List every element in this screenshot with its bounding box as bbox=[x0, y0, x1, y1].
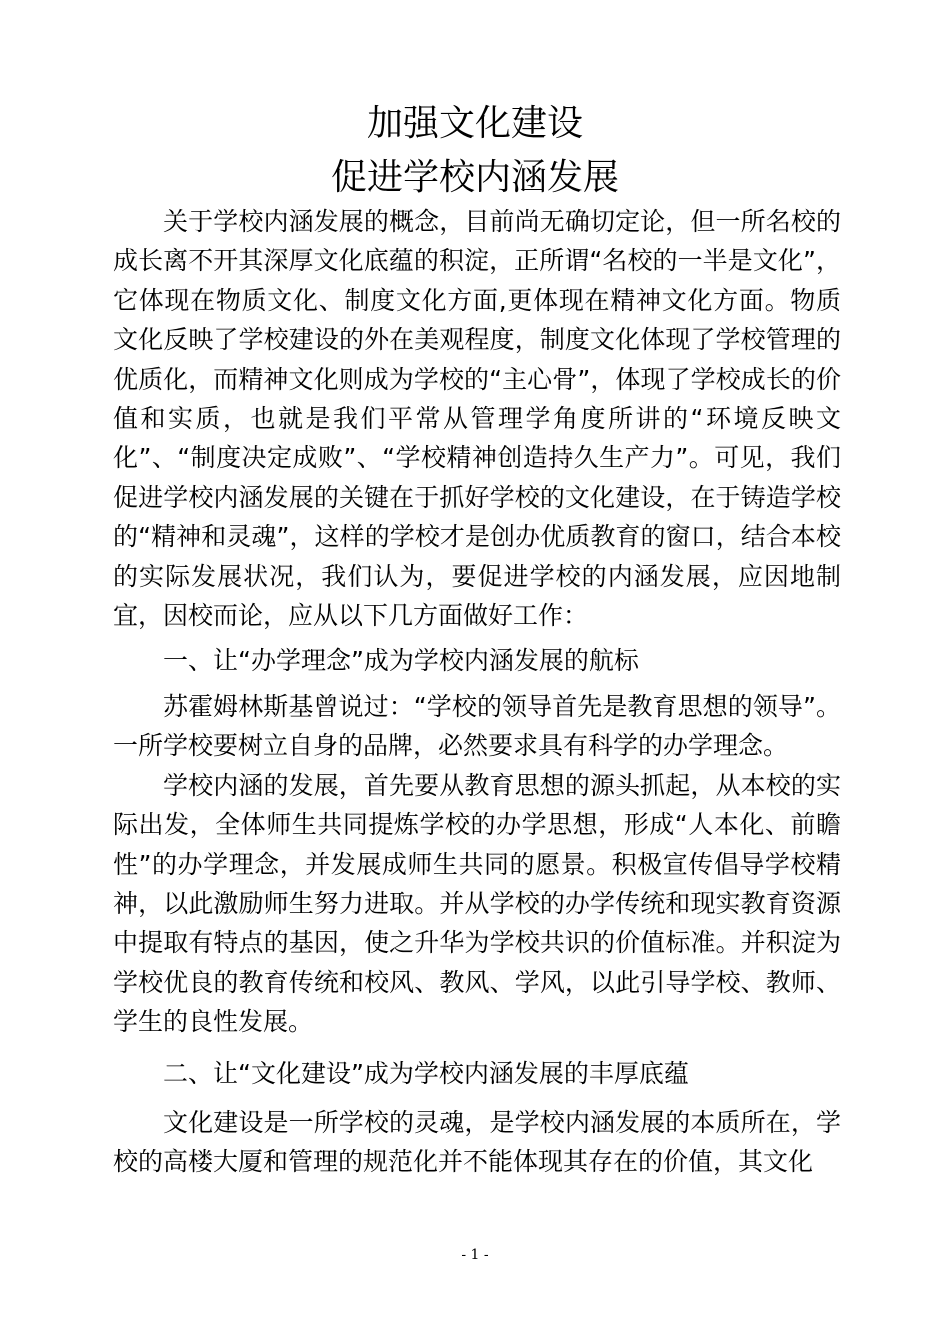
intro-paragraph: 关于学校内涵发展的概念，目前尚无确切定论，但一所名校的成长离不开其深厚文化底蕴的积淀，正所谓“名校的一半是文化”，它体现在物质文化、制度文化方面,更体现在精神文化方面。物质文化反映了学校建设的外在美观程度，制度文化体现了学校管理的优质化，而精神文化则成为学校的“主心骨”，体现了学校成长的价值和实质，也就是我们平常从管理学角度所讲的“环境反映文化”、“制度决定成败”、“学校精神创造持久生产力”。可见，我们促进学校内涵发展的关键在于抓好学校的文化建设，在于铸造学校的“精神和灵魂”，这样的学校才是创办优质教育的窗口，结合本校的实际发展状况，我们认为，要促进学校的内涵发展，应因地制宜，因校而论，应从以下几方面做好工作： bbox=[113, 207, 841, 631]
paragraph-1: 苏霍姆林斯基曾说过：“学校的领导首先是教育思想的领导”。一所学校要树立自身的品牌，必然要求具有科学的办学理念。 bbox=[113, 691, 841, 761]
paragraph-2: 学校内涵的发展，首先要从教育思想的源头抓起，从本校的实际出发，全体师生共同提炼学校的办学思想，形成“人本化、前瞻性”的办学理念，并发展成师生共同的愿景。积极宣传倡导学校精神，以此激励师生努力进取。并从学校的办学传统和现实教育资源中提取有特点的基因，使之升华为学校共识的价值标准。并积淀为学校优良的教育传统和校风、教风、学风，以此引导学校、教师、学生的良性发展。 bbox=[113, 770, 841, 1037]
page-number: - 1 - bbox=[461, 1247, 489, 1263]
section-heading-2: 二、让“文化建设”成为学校内涵发展的丰厚底蕴 bbox=[163, 1058, 689, 1088]
document-body bbox=[113, 202, 841, 1182]
paragraph-3: 文化建设是一所学校的灵魂，是学校内涵发展的本质所在，学校的高楼大厦和管理的规范化并不能体现其存在的价值，其文化 bbox=[113, 1107, 841, 1177]
section-heading-1: 一、让“办学理念”成为学校内涵发展的航标 bbox=[163, 646, 639, 676]
title-line-2: 促进学校内涵发展 bbox=[330, 157, 619, 198]
title-line-1: 加强文化建设 bbox=[366, 103, 583, 144]
